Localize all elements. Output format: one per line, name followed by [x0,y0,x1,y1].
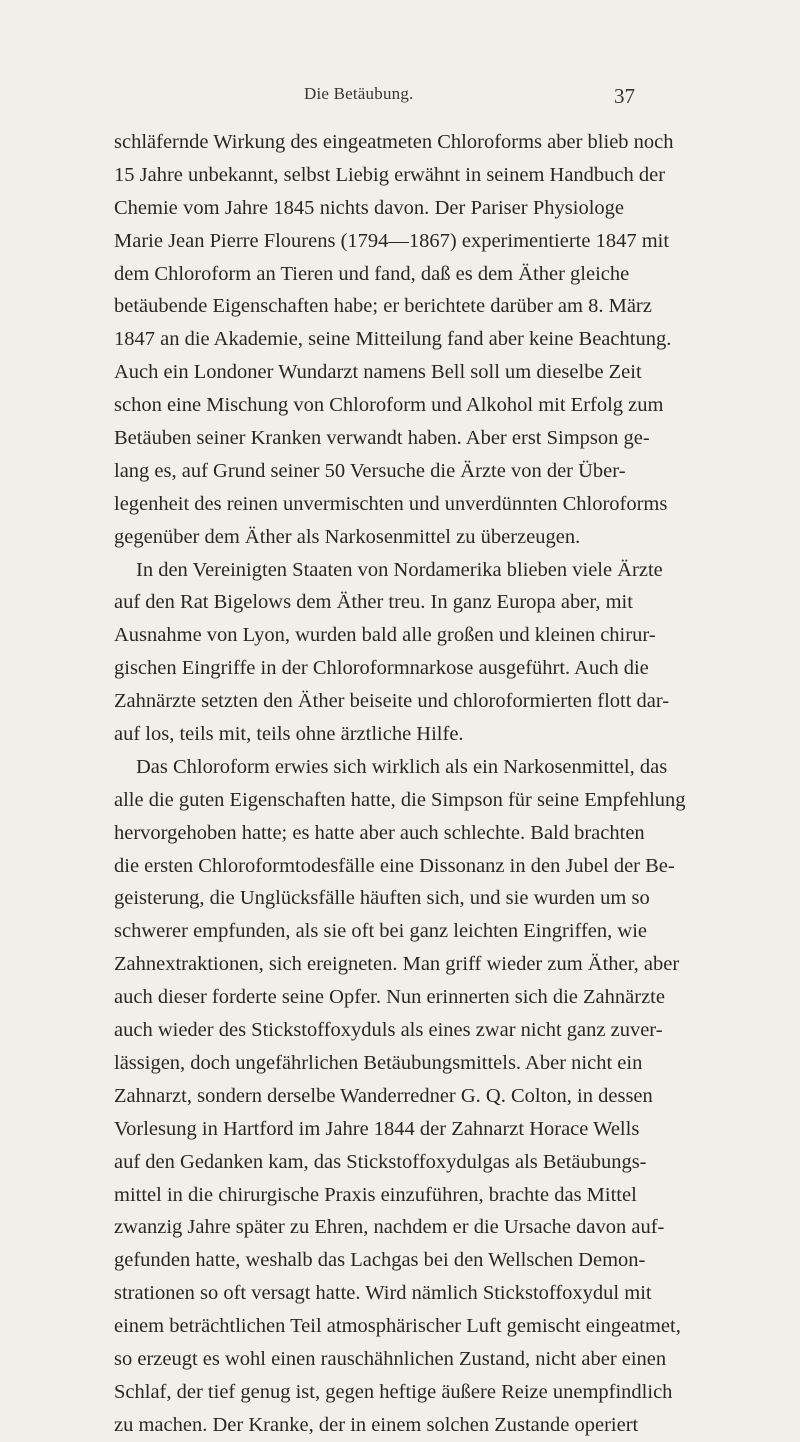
text-line: auf los, teils mit, teils ohne ärztliche Hilfe. [114,723,464,746]
text-line: Zahnextraktionen, sich ereigneten. Man griff wieder zum Äther, aber [114,953,680,976]
text-line: einem beträchtlichen Teil atmosphärischer Luft gemischt eingeatmet, [114,1315,681,1338]
text-line: Schlaf, der tief genug ist, gegen heftige äußere Reize unempfindlich [114,1380,673,1403]
text-line: Vorlesung in Hartford im Jahre 1844 der Zahnarzt Horace Wells [114,1117,640,1140]
text-line: betäubende Eigenschaften habe; er berichtete darüber am 8. März [114,295,652,318]
page-number: 37 [614,84,635,108]
text-line: Das Chloroform erwies sich wirklich als ein Narkosenmittel, das [136,755,668,778]
text-line: auch wieder des Stickstoffoxyduls als eines zwar nicht ganz zuver- [114,1019,663,1042]
text-line: Ausnahme von Lyon, wurden bald alle großen und kleinen chirur- [114,624,656,647]
text-line: auch dieser forderte seine Opfer. Nun erinnerten sich die Zahnärzte [114,986,665,1009]
text-line: mittel in die chirurgische Praxis einzuführen, brachte das Mittel [114,1183,637,1206]
text-line: legenheit des reinen unvermischten und unverdünnten Chloroforms [114,492,668,515]
text-line: gischen Eingriffe in der Chloroformnarkose ausgeführt. Auch die [114,657,649,680]
text-line: hervorgehoben hatte; es hatte aber auch schlechte. Bald brachten [114,821,645,844]
text-line: Auch ein Londoner Wundarzt namens Bell soll um dieselbe Zeit [114,361,642,384]
text-line: die ersten Chloroformtodesfälle eine Dissonanz in den Jubel der Be- [114,854,675,877]
text-line: schläfernde Wirkung des eingeatmeten Chloroforms aber blieb noch [114,131,674,153]
text-line: gegenüber dem Äther als Narkosenmittel zu überzeugen. [114,525,581,548]
text-line: zu machen. Der Kranke, der in einem solchen Zustande operiert [114,1413,639,1436]
text-line: Chemie vom Jahre 1845 nichts davon. Der Pariser Physiologe [114,196,624,219]
text-line: gefunden hatte, weshalb das Lachgas bei den Wellschen Demon- [114,1249,646,1272]
text-line: auf den Rat Bigelows dem Äther treu. In ganz Europa aber, mit [114,591,633,614]
body-text [114,126,686,1442]
text-line: Zahnärzte setzten den Äther beiseite und chloroformierten flott dar- [114,690,670,713]
running-head-title: Die Betäubung. [304,84,414,103]
text-line: lässigen, doch ungefährlichen Betäubungsmittels. Aber nicht ein [114,1051,643,1074]
text-line: lang es, auf Grund seiner 50 Versuche die Ärzte von der Über- [114,459,626,482]
text-line: schwerer empfunden, als sie oft bei ganz leichten Eingriffen, wie [114,920,647,943]
text-line: strationen so oft versagt hatte. Wird nämlich Stickstoffoxydul mit [114,1282,652,1305]
text-line: dem Chloroform an Tieren und fand, daß es dem Äther gleiche [114,262,630,285]
text-line: In den Vereinigten Staaten von Nordamerika blieben viele Ärzte [136,558,663,581]
text-line: geisterung, die Unglücksfälle häuften sich, und sie wurden um so [114,887,650,910]
text-line: alle die guten Eigenschaften hatte, die Simpson für seine Empfehlung [114,788,686,811]
text-line: Betäuben seiner Kranken verwandt haben. Aber erst Simpson ge- [114,427,650,450]
text-line: zwanzig Jahre später zu Ehren, nachdem er die Ursache davon auf- [114,1216,665,1239]
text-line: schon eine Mischung von Chloroform und Alkohol mit Erfolg zum [114,394,664,417]
text-line: auf den Gedanken kam, das Stickstoffoxydulgas als Betäubungs- [114,1150,647,1173]
text-line: 15 Jahre unbekannt, selbst Liebig erwähnt in seinem Handbuch der [114,163,666,186]
text-line: Marie Jean Pierre Flourens (1794—1867) experimentierte 1847 mit [114,229,670,252]
text-line: 1847 an die Akademie, seine Mitteilung fand aber keine Beachtung. [114,328,672,351]
text-line: Zahnarzt, sondern derselbe Wanderredner G. Q. Colton, in dessen [114,1084,653,1107]
text-line: so erzeugt es wohl einen rauschähnlichen Zustand, nicht aber einen [114,1347,667,1370]
